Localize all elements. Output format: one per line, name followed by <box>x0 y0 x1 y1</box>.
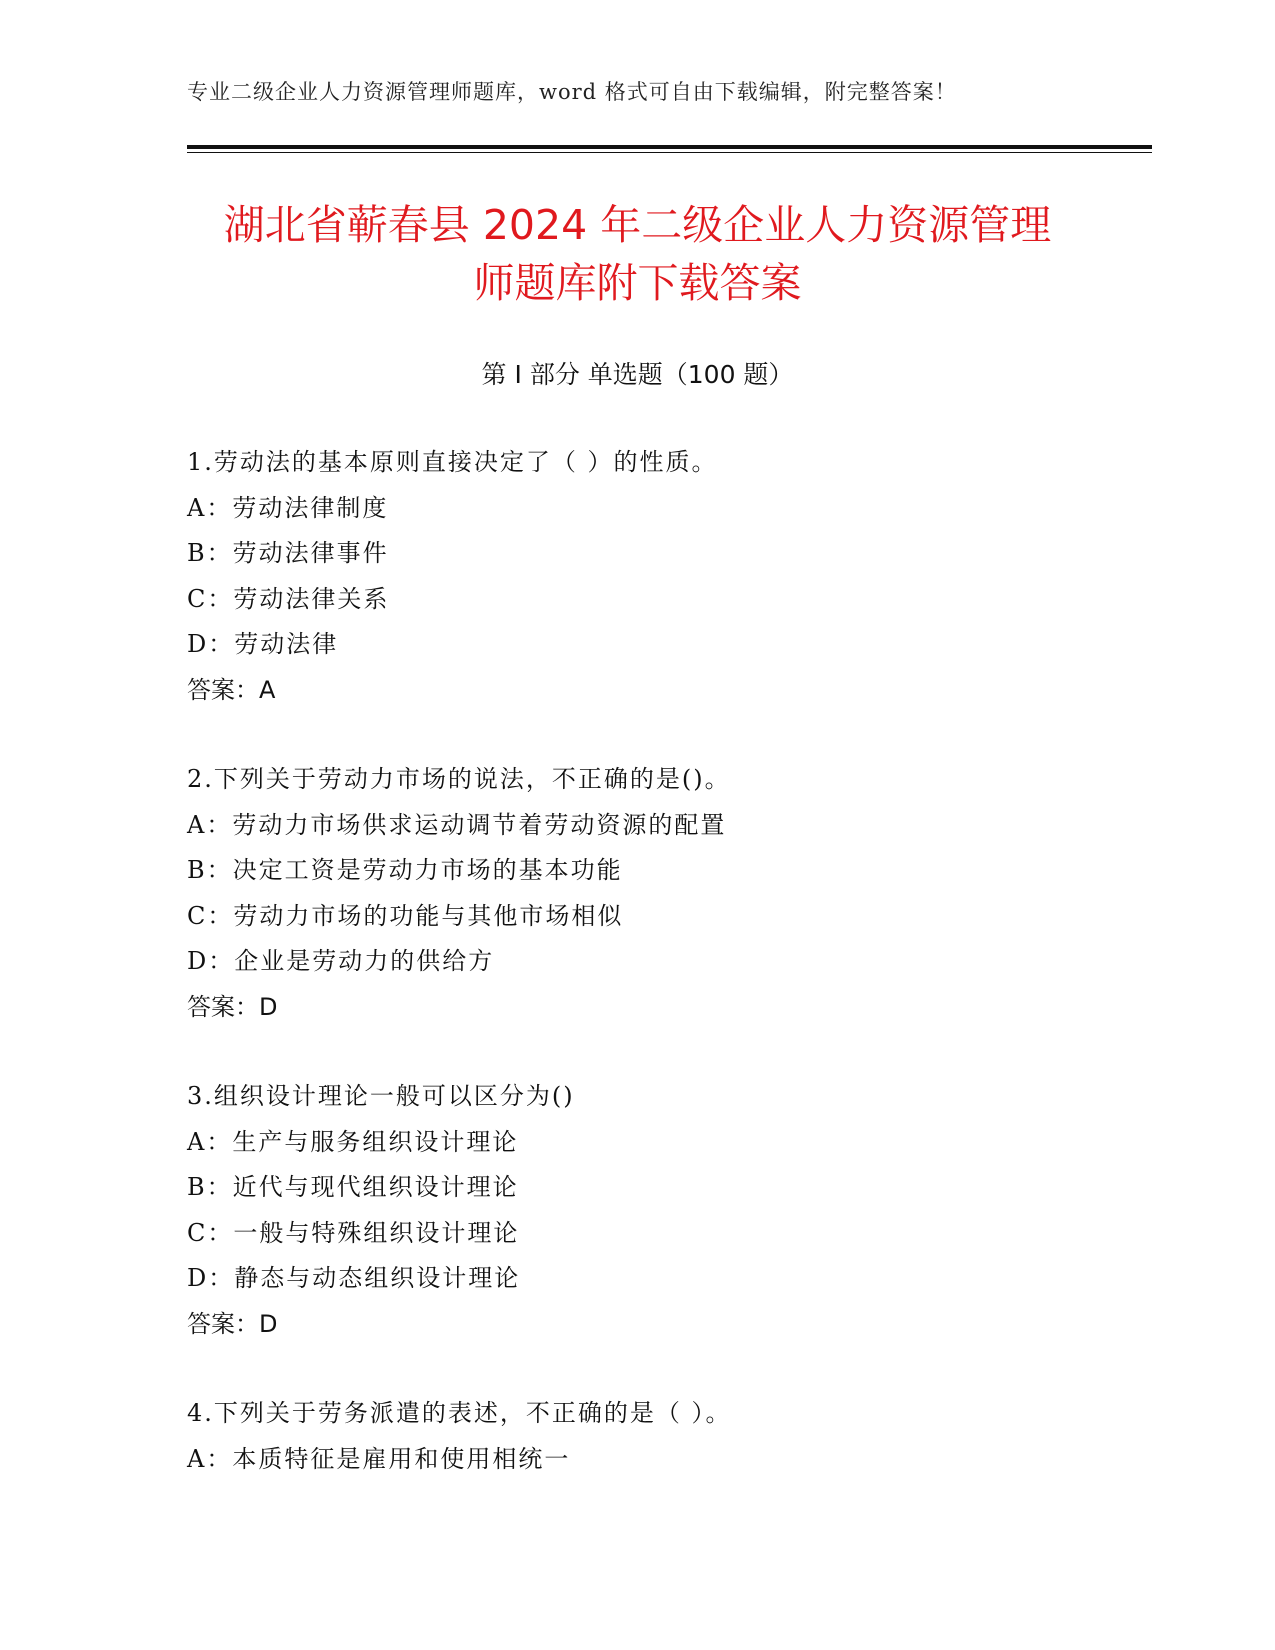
question-stem: 1.劳动法的基本原则直接决定了（ ）的性质。 <box>187 448 718 476</box>
section-title: 第 I 部分 单选题（100 题） <box>481 360 794 389</box>
option-a: A：劳动法律制度 <box>187 493 389 522</box>
question-item <box>187 440 1147 713</box>
option-c: C：劳动力市场的功能与其他市场相似 <box>187 901 624 930</box>
option-d: D：企业是劳动力的供给方 <box>187 947 495 975</box>
question-stem: 2.下列关于劳动力市场的说法，不正确的是()。 <box>187 765 731 793</box>
answer-line: 答案：D <box>187 1309 278 1338</box>
option-b: B：决定工资是劳动力市场的基本功能 <box>187 856 623 884</box>
title-line-2: 师题库附下载答案 <box>473 259 802 307</box>
answer-line: 答案：D <box>187 992 278 1021</box>
option-d: D：静态与动态组织设计理论 <box>187 1264 521 1292</box>
header-rule-thin <box>187 152 1152 153</box>
option-c: C：劳动法律关系 <box>187 584 390 613</box>
question-stem: 4.下列关于劳务派遣的表述，不正确的是（ ）。 <box>187 1399 732 1427</box>
header-rule-thick <box>187 145 1152 149</box>
option-b: B：劳动法律事件 <box>187 539 389 567</box>
option-d: D：劳动法律 <box>187 630 339 658</box>
question-item <box>187 1391 1147 1482</box>
question-stem: 3.组织设计理论一般可以区分为() <box>187 1082 575 1110</box>
question-item <box>187 757 1147 1030</box>
header-note: 专业二级企业人力资源管理师题库，word 格式可自由下载编辑，附完整答案！ <box>187 80 957 104</box>
title-line-1: 湖北省蕲春县 2024 年二级企业人力资源管理 <box>223 201 1052 249</box>
option-c: C：一般与特殊组织设计理论 <box>187 1218 520 1247</box>
question-item <box>187 1074 1147 1347</box>
option-b: B：近代与现代组织设计理论 <box>187 1173 519 1201</box>
answer-line: 答案：A <box>187 675 276 704</box>
option-a: A：本质特征是雇用和使用相统一 <box>187 1444 571 1473</box>
document-title <box>150 196 1125 312</box>
question-list <box>187 440 1147 1526</box>
option-a: A：生产与服务组织设计理论 <box>187 1127 519 1156</box>
option-a: A：劳动力市场供求运动调节着劳动资源的配置 <box>187 810 727 839</box>
